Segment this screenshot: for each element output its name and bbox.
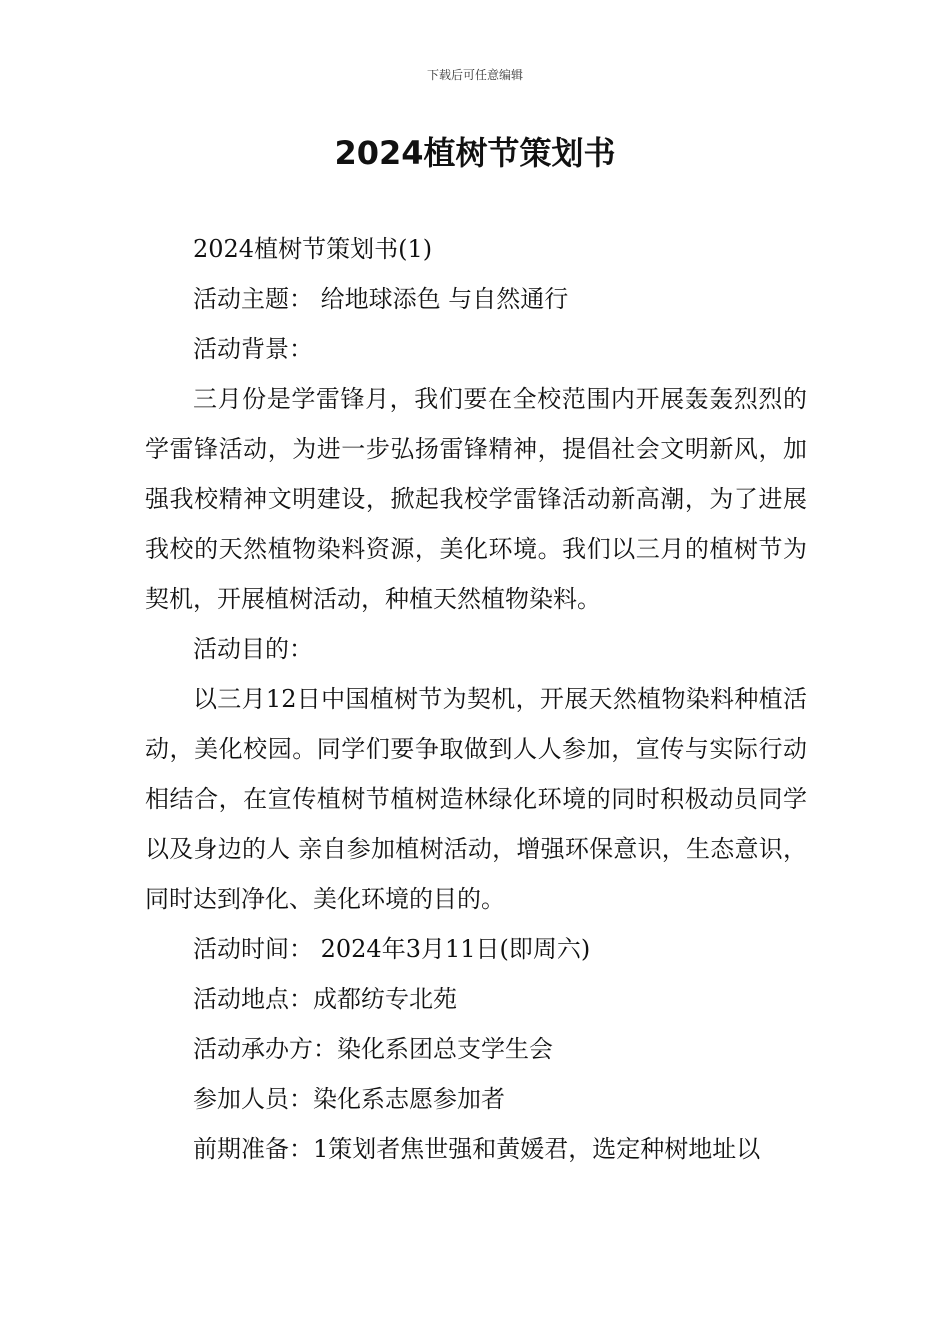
paragraph-subtitle: 2024植树节策划书(1) xyxy=(193,235,433,263)
document-body xyxy=(145,224,807,1174)
paragraph-purpose-heading: 活动目的： xyxy=(193,635,313,663)
paragraph-purpose: 以三月12日中国植树节为契机，开展天然植物染料种植活动，美化校园。同学们要争取做到人人参加，宣传与实际行动相结合，在宣传植树节植树造林绿化环境的同时积极动员同学以及身边的人 亲自参加植树活动，增强环保意识，生态意识，同时达到净化、美化环境的目的。 xyxy=(145,685,807,913)
paragraph-time: 活动时间： 2024年3月11日(即周六) xyxy=(193,935,591,963)
paragraph-background: 三月份是学雷锋月，我们要在全校范围内开展轰轰烈烈的学雷锋活动，为进一步弘扬雷锋精神，提倡社会文明新风，加强我校精神文明建设，掀起我校学雷锋活动新高潮，为了进展我校的天然植物染料资源，美化环境。我们以三月的植树节为契机，开展植树活动，种植天然植物染料。 xyxy=(145,385,807,613)
paragraph-location: 活动地点：成都纺专北苑 xyxy=(193,985,457,1013)
header-note: 下载后可任意编辑 xyxy=(426,68,523,82)
paragraph-theme: 活动主题： 给地球添色 与自然通行 xyxy=(193,285,569,313)
paragraph-preparation: 前期准备：1策划者焦世强和黄媛君，选定种树地址以 xyxy=(193,1135,761,1163)
paragraph-organizer: 活动承办方：染化系团总支学生会 xyxy=(193,1035,553,1063)
paragraph-background-heading: 活动背景： xyxy=(193,335,313,363)
document-title: 2024植树节策划书 xyxy=(334,134,616,172)
paragraph-participants: 参加人员：染化系志愿参加者 xyxy=(193,1085,505,1113)
